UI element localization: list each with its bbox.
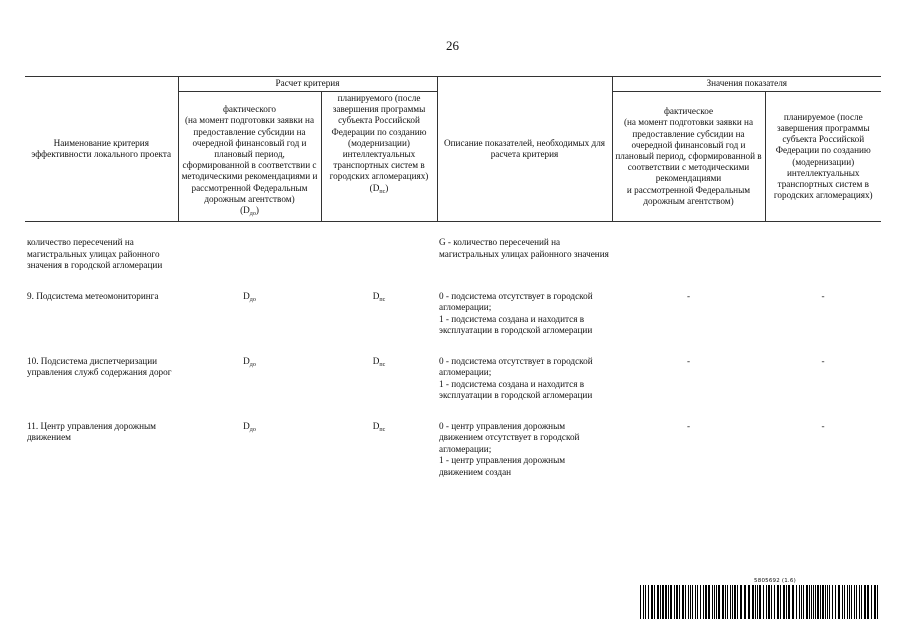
header-calc-group: Расчет критерия [178, 77, 437, 92]
row-fact-formula: $D_{до}$ [243, 420, 256, 433]
row-description: G - количество пересечений на магистральных улицах районного значения [439, 237, 609, 259]
row-description: 0 - подсистема отсутствует в городской агломерации; 1 - подсистема создана и находится в эксплуатации в городской агломерации [439, 355, 593, 401]
header-calc-plan-sub: пс [379, 188, 386, 195]
row-value-plan [765, 237, 881, 272]
header-value-fact: фактическое (на момент подготовки заявки на предоставление субсидии на очередной финансовый год и плановый период, сформированной в соответствии с методическими рекомендациями и рассмотренной Федеральным дорожным агентством) [612, 92, 765, 222]
header-calc-fact-text: фактического (на момент подготовки заявки на предоставление субсидии на очередной финансовый год и плановый период, сформированной в соответствии с методическими рекомендациями и рассмотренной Федеральным дорожным агентством) [181, 104, 318, 204]
header-calc-plan: планируемого (после завершения программы субъекта Российской Федерации по созданию (модернизации) интеллектуальных транспортных систем в городских агломерациях) $(D_{пс})$ [321, 92, 437, 222]
header-calc-plan-text: планируемого (после завершения программы субъекта Российской Федерации по созданию (модернизации) интеллектуальных транспортных систем в городских агломерациях) [329, 93, 429, 182]
row-plan-formula: $D_{пс}$ [372, 290, 386, 303]
header-value-plan: планируемое (после завершения программы субъекта Российской Федерации по созданию (модернизации) интеллектуальных транспортных систем в городских агломерациях) [765, 92, 881, 222]
row-name: 9. Подсистема метеомониторинга [27, 290, 159, 301]
table-row [25, 291, 881, 337]
row-value-fact: - [686, 290, 691, 301]
row-value-fact [612, 237, 765, 272]
page-number: 26 [446, 38, 459, 53]
row-plan-formula: $D_{пс}$ [372, 420, 386, 433]
table-row [25, 356, 881, 402]
barcode-block [640, 578, 880, 619]
header-values-group: Значения показателя [612, 77, 881, 92]
row-value-plan: - [821, 290, 825, 301]
row-value-fact: - [686, 420, 691, 431]
row-fact-formula [178, 237, 321, 272]
row-plan-formula: $D_{пс}$ [372, 355, 386, 368]
table-row [25, 421, 881, 479]
criteria-table [25, 76, 881, 478]
header-criterion-name: Наименование критерия эффективности локального проекта [25, 77, 178, 222]
header-calc-plan-symbol: D [372, 182, 380, 193]
row-description: 0 - центр управления дорожным движением отсутствует в городской агломерации; 1 - центр управления дорожным движением создан [439, 420, 580, 477]
header-calc-fact-symbol: D [243, 205, 250, 216]
row-value-plan: - [821, 355, 825, 366]
header-calc-fact: фактического (на момент подготовки заявки на предоставление субсидии на очередной финансовый год и плановый период, сформированной в соответствии с методическими рекомендациями и рассмотренной Федеральным дорожным агентством) $(D_{до})$ [178, 92, 321, 222]
barcode-image [640, 585, 880, 619]
row-name: 10. Подсистема диспетчеризации управления служб содержания дорог [27, 355, 172, 378]
row-fact-formula: $D_{до}$ [243, 290, 256, 303]
row-value-plan: - [821, 420, 825, 431]
table-row [25, 237, 881, 272]
row-plan-formula [321, 237, 437, 272]
header-calc-fact-sub: до [249, 211, 256, 218]
barcode-label: 5805692 (1.6) [754, 578, 796, 584]
row-description: 0 - подсистема отсутствует в городской агломерации; 1 - подсистема создана и находится в эксплуатации в городской агломерации [439, 290, 593, 336]
row-value-fact: - [686, 355, 691, 366]
row-name: 11. Центр управления дорожным движением [27, 420, 156, 443]
row-fact-formula: $D_{до}$ [243, 355, 256, 368]
row-name: количество пересечений на магистральных улицах районного значения в городской агломерации [27, 237, 163, 271]
header-description: Описание показателей, необходимых для расчета критерия [437, 77, 612, 222]
